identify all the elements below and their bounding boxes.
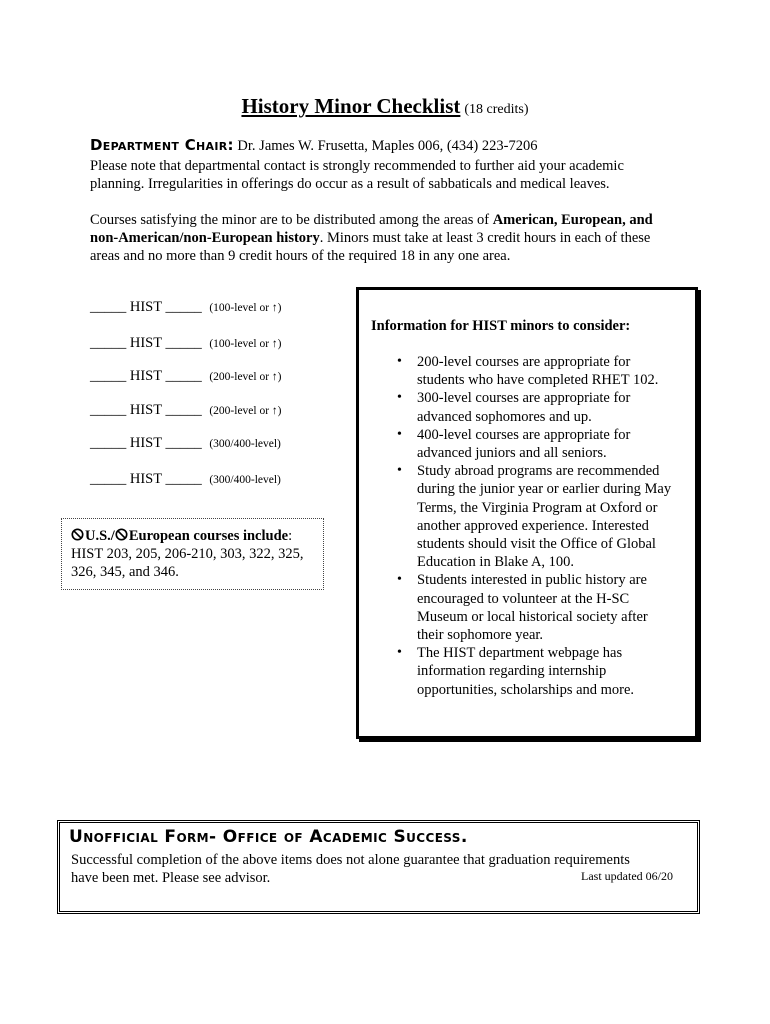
bullet: • xyxy=(397,463,402,479)
bullet: • xyxy=(397,645,402,661)
distribution-paragraph xyxy=(90,211,690,265)
info-item-line: Education in Blake A, 100. xyxy=(417,554,575,571)
footer-line: have been met. Please see advisor. xyxy=(71,870,271,886)
emphasis: American, European, and xyxy=(492,212,653,228)
intro-line: planning. Irregularities in offerings do occur as a result of sabbaticals and medical leaves. xyxy=(90,176,610,192)
info-item xyxy=(373,426,683,462)
info-item-line: students who have completed RHET 102. xyxy=(417,372,659,389)
checklist-row[interactable] xyxy=(90,368,282,385)
bullet: • xyxy=(397,354,402,369)
intro-line: Please note that departmental contact is strongly recommended to further aid your academic xyxy=(90,158,624,174)
blank-field[interactable]: _____ xyxy=(165,299,202,315)
info-item xyxy=(373,644,683,699)
last-updated: Last updated 06/20 xyxy=(581,869,673,883)
blank-field[interactable]: _____ xyxy=(90,368,127,384)
level-note: (100-level or ↑) xyxy=(209,302,282,314)
bullet: • xyxy=(397,390,402,406)
info-item-line: Museum or local historical society after xyxy=(417,608,648,625)
level-note: (300/400-level) xyxy=(209,474,281,486)
exclusion-label: U.S./ xyxy=(85,528,115,544)
info-item-line: The HIST department webpage has xyxy=(417,645,623,662)
info-item-line: Study abroad programs are recommended xyxy=(417,463,660,480)
checklist-row[interactable] xyxy=(90,299,282,316)
blank-field[interactable]: _____ xyxy=(90,402,127,418)
info-item-line: 300-level courses are appropriate for xyxy=(417,390,631,407)
checklist-row[interactable] xyxy=(90,471,281,488)
bullet: • xyxy=(397,426,402,442)
checklist-row[interactable] xyxy=(90,335,282,352)
checklist-row[interactable] xyxy=(90,402,282,419)
info-item xyxy=(373,571,683,644)
blank-field[interactable]: _____ xyxy=(165,335,202,351)
info-item-line: encouraged to volunteer at the H-SC xyxy=(417,590,630,607)
level-note: (100-level or ↑) xyxy=(209,338,282,350)
distribution-line xyxy=(90,211,690,229)
level-note: (300/400-level) xyxy=(209,438,281,450)
exclusion-line: 326, 345, and 346. xyxy=(71,564,179,580)
subject: HIST xyxy=(129,335,162,351)
chair-value: Dr. James W. Frusetta, Maples 006, (434) 223-7206 xyxy=(237,138,538,154)
intro-paragraph xyxy=(90,157,690,193)
exclusion-line: HIST 203, 205, 206-210, 303, 322, 325, xyxy=(71,546,304,562)
info-box xyxy=(356,287,698,739)
subject: HIST xyxy=(129,435,162,451)
page-title: History Minor Checklist xyxy=(241,94,461,118)
exclusion-label: European courses include xyxy=(128,528,289,544)
exclusion-box xyxy=(61,518,324,590)
blank-field[interactable]: _____ xyxy=(165,435,202,451)
blank-field[interactable]: _____ xyxy=(165,471,202,487)
footer-box xyxy=(59,822,698,912)
info-list xyxy=(373,353,683,699)
blank-field[interactable]: _____ xyxy=(90,471,127,487)
prohibited-icon xyxy=(115,528,128,541)
info-item-line: Terms, the Virginia Program at Oxford or xyxy=(417,499,658,516)
info-item-line: advanced juniors and all seniors. xyxy=(417,445,607,462)
level-note: (200-level or ↑) xyxy=(209,371,282,383)
info-item-line: during the junior year or earlier during May xyxy=(417,481,672,498)
document-header xyxy=(0,94,770,119)
info-item-line: information regarding internship xyxy=(417,663,607,680)
info-item-line: students should visit the Office of Global xyxy=(417,536,656,553)
info-item-line: their sophomore year. xyxy=(417,627,544,644)
info-item-line: Students interested in public history are xyxy=(417,572,647,589)
subject: HIST xyxy=(129,299,162,315)
info-item-line: 200-level courses are appropriate for xyxy=(417,354,631,370)
prohibited-icon xyxy=(71,528,84,541)
info-item-line: advanced sophomores and up. xyxy=(417,408,592,425)
level-note: (200-level or ↑) xyxy=(209,405,282,417)
info-item-line: 400-level courses are appropriate for xyxy=(417,426,631,443)
distribution-line xyxy=(90,229,690,247)
subject: HIST xyxy=(129,368,162,384)
distribution-line: areas and no more than 9 credit hours of the required 18 in any one area. xyxy=(90,248,511,264)
chair-label: Department Chair: xyxy=(90,136,234,154)
colon: : xyxy=(288,528,293,544)
blank-field[interactable]: _____ xyxy=(90,435,127,451)
text: Courses satisfying the minor are to be distributed among the areas of xyxy=(90,212,493,228)
footer-title: Unofficial Form- Office of Academic Success. xyxy=(69,827,468,847)
blank-field[interactable]: _____ xyxy=(165,368,202,384)
checklist-row[interactable] xyxy=(90,435,281,452)
info-title: Information for HIST minors to consider: xyxy=(371,318,631,334)
department-chair xyxy=(90,136,537,155)
credits-note: (18 credits) xyxy=(464,102,529,117)
blank-field[interactable]: _____ xyxy=(165,402,202,418)
exclusion-heading xyxy=(71,527,314,545)
subject: HIST xyxy=(129,402,162,418)
info-item-line: opportunities, scholarships and more. xyxy=(417,681,635,698)
subject: HIST xyxy=(129,471,162,487)
text: . Minors must take at least 3 credit hours in each of these xyxy=(319,230,651,246)
info-item xyxy=(373,389,683,425)
blank-field[interactable]: _____ xyxy=(90,299,127,315)
footer-line: Successful completion of the above items does not alone guarantee that graduation requirements xyxy=(71,852,630,868)
info-item xyxy=(373,353,683,389)
info-item-line: another approved experience. Interested xyxy=(417,517,649,534)
bullet: • xyxy=(397,572,402,588)
emphasis: non-American/non-European history xyxy=(90,230,320,246)
blank-field[interactable]: _____ xyxy=(90,335,127,351)
info-item xyxy=(373,462,683,571)
